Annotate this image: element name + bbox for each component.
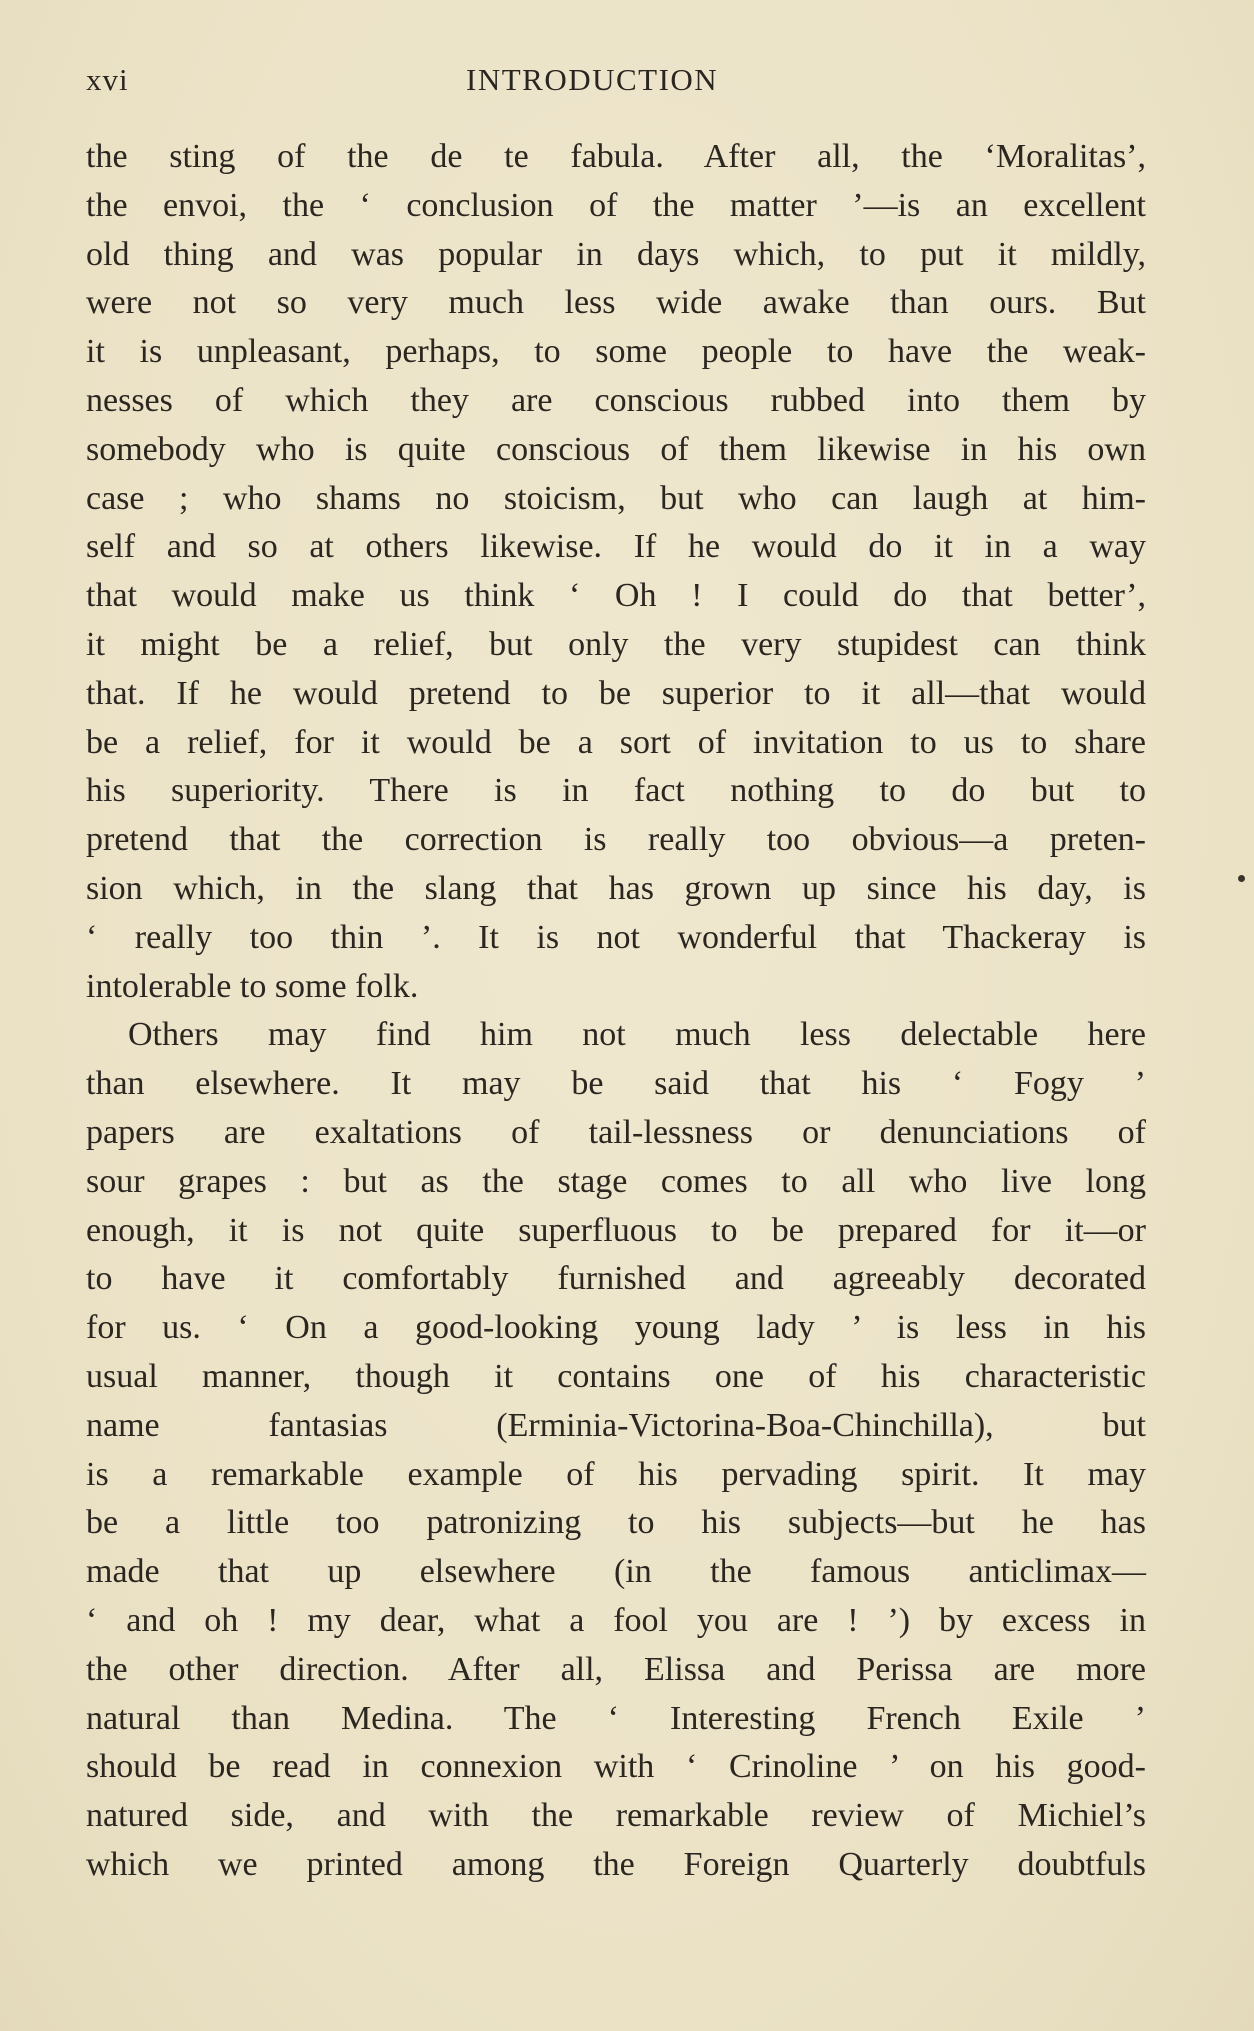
text-line: somebody who is quite conscious of them likewise in his own <box>86 430 1146 468</box>
text-line: the envoi, the ‘ conclusion of the matter ’—is an excellent <box>86 186 1146 224</box>
text-line: that would make us think ‘ Oh ! I could do that better’, <box>86 577 1146 615</box>
text-line: that. If he would pretend to be superior to it all—that would <box>86 674 1146 712</box>
text-line: sion which, in the slang that has grown up since his day, is <box>86 869 1146 907</box>
text-line: his superiority. There is in fact nothing to do but to <box>86 772 1146 810</box>
text-line: natured side, and with the remarkable review of Michiel’s <box>86 1797 1146 1835</box>
text-line: ‘ and oh ! my dear, what a fool you are ! ’) by excess in <box>86 1601 1146 1639</box>
text-line: usual manner, though it contains one of his characteristic <box>86 1357 1146 1395</box>
text-line: old thing and was popular in days which, to put it mildly, <box>86 235 1146 273</box>
text-line: for us. ‘ On a good-looking young lady ’ is less in his <box>86 1309 1146 1347</box>
text-line: be a little too patronizing to his subjects—but he has <box>86 1504 1146 1542</box>
text-line: were not so very much less wide awake than ours. But <box>86 284 1146 322</box>
text-line: nesses of which they are conscious rubbed into them by <box>86 381 1146 419</box>
page-number: xvi <box>86 62 129 97</box>
text-line: natural than Medina. The ‘ Interesting French Exile ’ <box>86 1699 1146 1737</box>
paragraph-end-line: intolerable to some folk. <box>86 967 419 1005</box>
text-line: the sting of the de te fabula. After all, the ‘Moralitas’, <box>86 138 1146 175</box>
text-line: than elsewhere. It may be said that his ‘ Fogy ’ <box>86 1065 1146 1103</box>
text-line: papers are exaltations of tail-lessness or denunciations of <box>86 1113 1146 1151</box>
text-line: sour grapes : but as the stage comes to all who live long <box>86 1162 1146 1200</box>
text-line: pretend that the correction is really too obvious—a preten- <box>86 821 1146 859</box>
running-head: INTRODUCTION <box>466 62 719 97</box>
text-line: it is unpleasant, perhaps, to some people to have the weak- <box>86 333 1146 371</box>
text-line: be a relief, for it would be a sort of invitation to us to share <box>86 723 1146 761</box>
text-line: name fantasias (Erminia-Victorina-Boa-Chinchilla), but <box>86 1406 1146 1444</box>
page-header <box>86 62 1146 112</box>
body-text <box>86 133 1146 1890</box>
text-line: enough, it is not quite superfluous to be prepared for it—or <box>86 1211 1146 1249</box>
text-line: which we printed among the Foreign Quarterly doubtfuls <box>86 1845 1146 1883</box>
text-line: case ; who shams no stoicism, but who can laugh at him- <box>86 479 1146 517</box>
text-line: should be read in connexion with ‘ Crinoline ’ on his good- <box>86 1748 1146 1786</box>
text-line: the other direction. After all, Elissa and Perissa are more <box>86 1650 1146 1688</box>
text-line: it might be a relief, but only the very stupidest can think <box>86 625 1146 663</box>
text-line: made that up elsewhere (in the famous anticlimax— <box>86 1553 1146 1591</box>
paragraph-start-line: Others may find him not much less delectable here <box>128 1016 1146 1054</box>
text-line: self and so at others likewise. If he would do it in a way <box>86 528 1146 566</box>
margin-dot <box>1238 875 1245 882</box>
text-line: ‘ really too thin ’. It is not wonderful that Thackeray is <box>86 918 1146 956</box>
text-line: to have it comfortably furnished and agreeably decorated <box>86 1260 1146 1298</box>
text-line: is a remarkable example of his pervading spirit. It may <box>86 1455 1146 1493</box>
